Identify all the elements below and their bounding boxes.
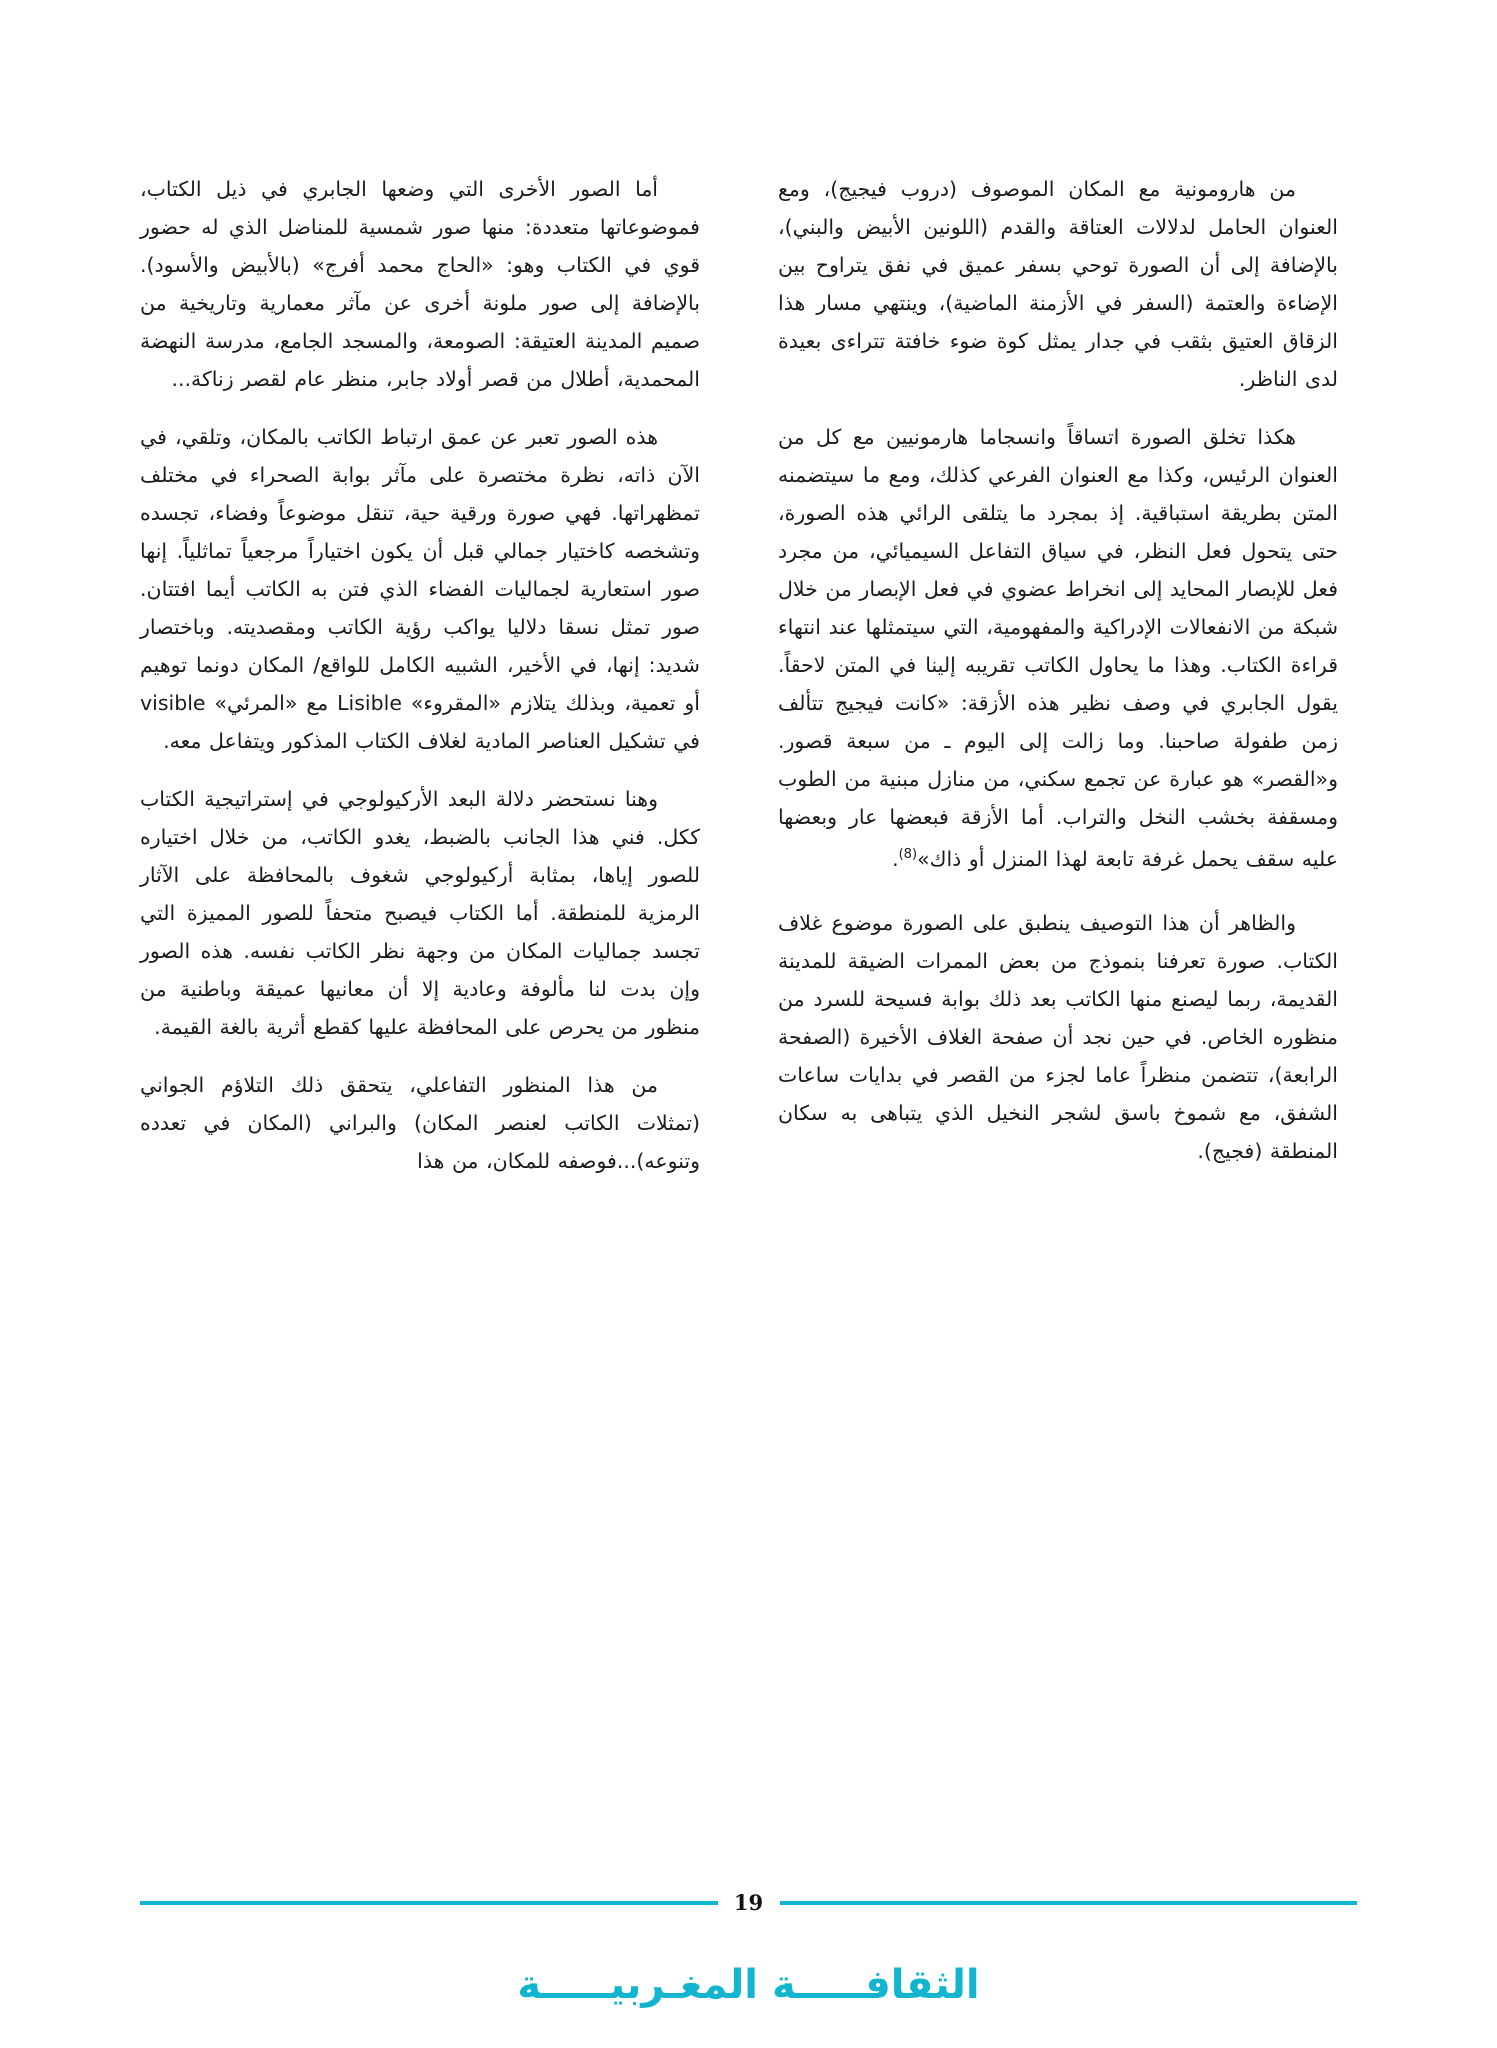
page-footer [140, 1890, 1357, 1930]
footnote-marker: (8) [898, 847, 918, 862]
paragraph: من هارومونية مع المكان الموصوف (دروب فيجيج)، ومع العنوان الحامل لدلالات العتاقة والقدم (اللونين الأبيض والبني)، بالإضافة إلى أن الصورة توحي بسفر عميق في نفق يتراوح بين الإضاءة والعتمة (السفر في الأزمنة الماضية)، وينتهي مسار هذا الزقاق العتيق بثقب في جدار يمثل كوة ضوء خافتة تتراءى بعيدة لدى الناظر. [778, 177, 1338, 391]
paragraph: وهنا نستحضر دلالة البعد الأركيولوجي في إستراتيجية الكتاب ككل. فني هذا الجانب بالضبط، يغدو الكاتب، من خلال اختياره للصور إياها، بمثابة أركيولوجي شغوف بالمحافظة على الآثار الرمزية للمنطقة. أما الكتاب فيصبح متحفاً للصور المميزة التي تجسد جماليات المكان من وجهة نظر الكاتب نفسه. هذه الصور وإن بدت لنا مألوفة وعادية إلا أن معانيها عميقة وباطنية من منظور من يحرص على المحافظة عليها كقطع أثرية بالغة القيمة. [140, 787, 700, 1039]
footer-rule-right [780, 1901, 1358, 1905]
footer-rule-group [140, 1890, 1357, 1915]
masthead [0, 1962, 1497, 2008]
paragraph: من هذا المنظور التفاعلي، يتحقق ذلك التلاؤم الجواني (تمثلات الكاتب لعنصر المكان) والبراني (المكان في تعدده وتنوعه)...فوصفه للمكان، من هذا [140, 1073, 700, 1173]
paragraph: أما الصور الأخرى التي وضعها الجابري في ذيل الكتاب، فموضوعاتها متعددة: منها صور شمسية للمناضل الذي له حضور قوي في الكتاب وهو: «الحاج محمد أفرج» (بالأبيض والأسود). بالإضافة إلى صور ملونة أخرى عن مآثر معمارية وتاريخية من صميم المدينة العتيقة: الصومعة، والمسجد الجامع، مدرسة النهضة المحمدية، أطلال من قصر أولاد جابر، منظر عام لقصر زناكة... [140, 177, 700, 391]
footer-rule-left [140, 1901, 718, 1905]
two-column-body [140, 170, 1357, 1860]
column-left [778, 170, 1338, 1860]
paragraph-text: هكذا تخلق الصورة اتساقاً وانسجاما هارمونيين مع كل من العنوان الرئيس، وكذا مع العنوان الفرعي كذلك، ومع ما سيتضمنه المتن بطريقة استباقية. إذ بمجرد ما يتلقى الرائي هذه الصورة، حتى يتحول فعل النظر، في سياق التفاعل السيميائي، من مجرد فعل للإبصار المحايد إلى انخراط عضوي في فعل الإبصار من خلال شبكة من الانفعالات الإدراكية والمفهومية، التي سيتمثلها عند انتهاء قراءة الكتاب. وهذا ما يحاول الكاتب تقريبه إلينا في المتن لاحقاً. يقول الجابري في وصف نظير هذه الأزقة: «كانت فيجيج تتألف زمن طفولة صاحبنا. وما زالت إلى اليوم ـ من سبعة قصور. و«القصر» هو عبارة عن تجمع سكني، من منازل مبنية من الطوب ومسقفة بخشب النخل والتراب. أما الأزقة فبعضها عار وبعضها عليه سقف يحمل غرفة تابعة لهذا المنزل أو ذاك» [778, 425, 1338, 871]
paragraph: هذه الصور تعبر عن عمق ارتباط الكاتب بالمكان، وتلقي، في الآن ذاته، نظرة مختصرة على مآثر بوابة الصحراء في مختلف تمظهراتها. فهي صورة ورقية حية، تنقل موضوعاً وفضاء، تجسده وتشخصه كاختيار جمالي قبل أن يكون اختياراً مرجعياً تماثلياً. إنها صور استعارية لجماليات الفضاء الذي فتن به الكاتب أيما افتتان. صور تمثل نسقا دلاليا يواكب رؤية الكاتب ومقصديته. وباختصار شديد: إنها، في الأخير، الشبيه الكامل للواقع/ المكان دونما توهيم أو تعمية، وبذلك يتلازم «المقروء» Lisible مع «المرئي» visible في تشكيل العناصر المادية لغلاف الكتاب المذكور ويتفاعل معه. [140, 425, 701, 753]
paragraph-terminator: . [892, 846, 899, 871]
column-right [140, 170, 700, 1860]
masthead-title: الثقافـــــة المغـربيـــــة [517, 1962, 980, 2008]
paragraph-with-footnote [778, 418, 1338, 878]
page-number: 19 [733, 1890, 764, 1915]
paragraph: والظاهر أن هذا التوصيف ينطبق على الصورة موضوع غلاف الكتاب. صورة تعرفنا بنموذج من بعض الممرات الضيقة للمدينة القديمة، ربما ليصنع منها الكاتب بعد ذلك بوابة فسيحة للسرد من منظوره الخاص. في حين نجد أن صفحة الغلاف الأخيرة (الصفحة الرابعة)، تتضمن منظراً عاما لجزء من القصر في بدايات ساعات الشفق، مع شموخ باسق لشجر النخيل الذي يتباهى به سكان المنطقة (فجيج). [778, 910, 1338, 1163]
